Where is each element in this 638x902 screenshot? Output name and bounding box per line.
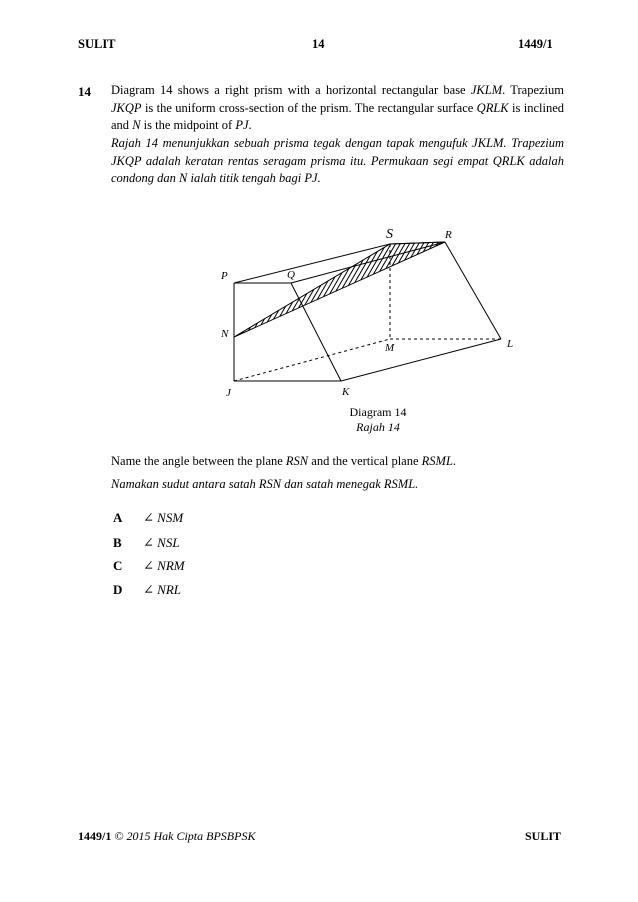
option-b-text[interactable]: ∠ NSL: [143, 535, 180, 550]
edge-rl: [445, 242, 501, 339]
label-q: Q: [287, 269, 295, 281]
question-number: 14: [78, 84, 91, 99]
question-text-english: Diagram 14 shows a right prism with a horizontal rectangular base JKLM. Trapezium JKQP is the uniform cross-section of the prism. The rectangular surface QRLK is inclined and N is the midpoint of PJ.: [111, 83, 564, 132]
option-c-letter[interactable]: C: [113, 558, 123, 573]
option-d-letter[interactable]: D: [113, 582, 123, 597]
option-a-text[interactable]: ∠ NSM: [143, 510, 184, 525]
option-c-text[interactable]: ∠ NRM: [143, 558, 185, 573]
label-k: K: [342, 386, 350, 398]
label-l: L: [507, 338, 514, 350]
label-p: P: [221, 270, 228, 282]
footer-copyright: [78, 829, 255, 844]
footer-code: 1449/1: [78, 829, 112, 843]
label-n: N: [221, 328, 229, 340]
option-a-letter[interactable]: A: [113, 510, 123, 525]
label-m: M: [385, 342, 395, 354]
label-j: J: [226, 387, 231, 399]
question-text-malay: Rajah 14 menunjukkan sebuah prisma tegak dengan tapak mengufuk JKLM. Trapezium JKQP adalah keratan rentas seragam prisma itu. Permukaan segi empat QRLK adalah condong dan N ialah titik tengah bagi PJ.: [111, 136, 564, 185]
prism-diagram: [200, 215, 530, 405]
diagram-caption-malay: Rajah 14: [356, 420, 400, 434]
edge-kl: [341, 339, 501, 381]
option-d-text[interactable]: ∠ NRL: [143, 582, 181, 597]
header-page-number: 14: [312, 37, 325, 51]
footer-copyright-text: © 2015 Hak Cipta BPSBPSK: [114, 829, 256, 843]
header-right: 1449/1: [518, 37, 553, 51]
label-r: R: [445, 229, 452, 241]
prompt-malay: Namakan sudut antara satah RSN dan satah menegak RSML.: [111, 477, 419, 491]
label-s: S: [386, 227, 393, 242]
footer-right: SULIT: [525, 829, 562, 843]
diagram-caption-english: Diagram 14: [349, 405, 407, 419]
prompt-english: Name the angle between the plane RSN and the vertical plane RSML.: [111, 454, 457, 468]
option-b-letter[interactable]: B: [113, 535, 122, 550]
header-left: SULIT: [78, 37, 116, 51]
